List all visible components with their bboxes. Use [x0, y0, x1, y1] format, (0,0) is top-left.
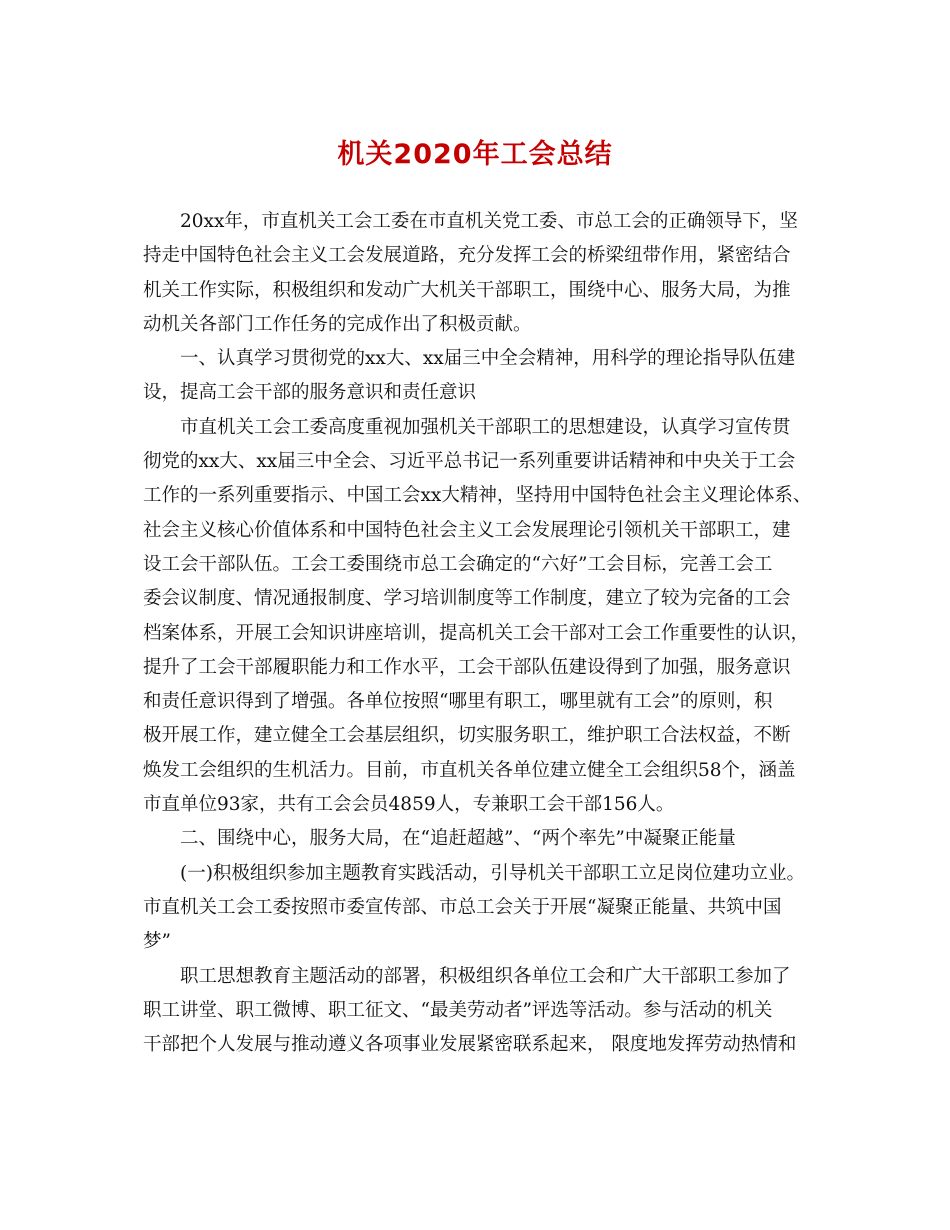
text-line: 市直单位93家，共有工会会员4859人，专兼职工会干部156人。 — [143, 794, 675, 816]
text-line: 工作的一系列重要指示、中国工会xx大精神，坚持用中国特色社会主义理论体系、 — [143, 485, 812, 507]
text-line: 动机关各部门工作任务的完成作出了积极贡献。 — [143, 313, 532, 335]
text-line: 档案体系，开展工会知识讲座培训，提高机关工会干部对工会工作重要性的认识， — [143, 622, 810, 644]
text-line: 焕发工会组织的生机活力。目前，市直机关各单位建立健全工会组织58个，涵盖 — [143, 759, 796, 781]
text-line: 持走中国特色社会主义工会发展道路，充分发挥工会的桥梁纽带作用，紧密结合 — [143, 245, 791, 267]
section-heading-line: 一、认真学习贯彻党的xx大、xx届三中全会精神，用科学的理论指导队伍建 — [180, 348, 796, 370]
document-title: 机关2020年工会总结 — [337, 139, 613, 170]
text-line: 设工会干部队伍。工会工委围绕市总工会确定的“六好”工会目标，完善工会工 — [143, 553, 773, 575]
text-line: 机关工作实际，积极组织和发动广大机关干部职工，围绕中心、服务大局，为推 — [143, 279, 791, 301]
text-line: 社会主义核心价值体系和中国特色社会主义工会发展理论引领机关干部职工，建 — [143, 519, 791, 541]
text-line: 极开展工作，建立健全工会基层组织，切实服务职工，维护职工合法权益，不断 — [143, 725, 791, 747]
text-line: 提升了工会干部履职能力和工作水平，工会干部队伍建设得到了加强，服务意识 — [143, 656, 791, 678]
section-heading-line: 设，提高工会干部的服务意识和责任意识 — [143, 382, 477, 404]
text-line: 和责任意识得到了增强。各单位按照“哪里有职工，哪里就有工会”的原则，积 — [143, 691, 773, 713]
document-body — [143, 205, 811, 1062]
text-line: 干部把个人发展与推动遵义各项事业发展紧密联系起来， 限度地发挥劳动热情和 — [143, 1034, 797, 1056]
text-line: 市直机关工会工委高度重视加强机关干部职工的思想建设，认真学习宣传贯 — [180, 416, 791, 438]
text-line: 彻党的xx大、xx届三中全会、习近平总书记一系列重要讲话精神和中央关于工会 — [143, 451, 796, 473]
section-heading-line: 二、围绕中心，服务大局，在“追赶超越”、“两个率先”中凝聚正能量 — [180, 828, 736, 850]
subsection-heading-line: (一)积极组织参加主题教育实践活动，引导机关干部职工立足岗位建功立业。 — [180, 862, 805, 884]
text-line: 职工讲堂、职工微博、职工征文、“最美劳动者”评选等活动。参与活动的机关 — [143, 999, 773, 1021]
text-line: 委会议制度、情况通报制度、学习培训制度等工作制度，建立了较为完备的工会 — [143, 588, 791, 610]
text-line: 职工思想教育主题活动的部署，积极组织各单位工会和广大干部职工参加了 — [180, 965, 791, 987]
text-line: 20xx年，市直机关工会工委在市直机关党工委、市总工会的正确领导下，坚 — [180, 211, 798, 232]
text-line: 梦” — [143, 931, 171, 953]
text-line: 市直机关工会工委按照市委宣传部、市总工会关于开展“凝聚正能量、共筑中国 — [143, 896, 782, 918]
